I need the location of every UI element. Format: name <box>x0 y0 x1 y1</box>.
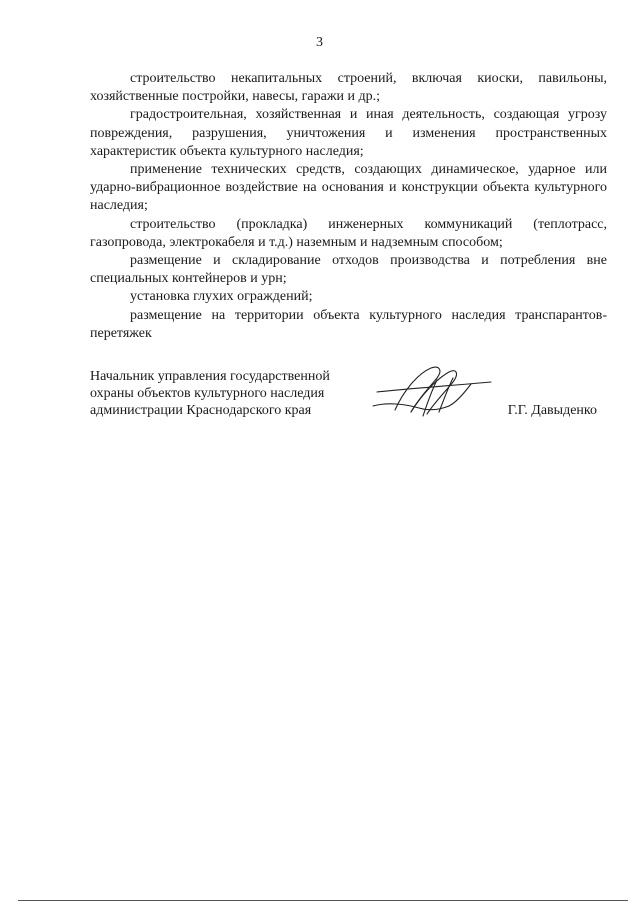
paragraph-item: размещение на территории объекта культурного наследия транспарантов-перетяжек <box>90 307 607 341</box>
paragraph-item: установка глухих ограждений; <box>130 289 313 305</box>
paragraph-item: строительство некапитальных строений, включая киоски, павильоны, хозяйственные постройки, навесы, гаражи и др.; <box>90 71 607 105</box>
paragraph-item: строительство (прокладка) инженерных коммуникаций (теплотрасс, газопровода, электрокабеля и т.д.) наземным и надземным способом; <box>90 216 607 250</box>
signature-block <box>90 368 607 428</box>
signer-name: Г.Г. Давыденко <box>507 403 597 418</box>
paragraph-item: применение технических средств, создающих динамическое, ударное или ударно-вибрационное воздействие на основания и конструкции объекта культурного наследия; <box>90 162 607 214</box>
paragraph-item: градостроительная, хозяйственная и иная деятельность, создающая угрозу повреждения, разрушения, уничтожения и изменения пространственных характеристик объекта культурного наследия; <box>90 107 607 159</box>
page-bottom-rule <box>18 900 628 901</box>
document-body <box>90 70 607 343</box>
signer-position-line: охраны объектов культурного наследия <box>90 386 325 401</box>
signer-position-line: администрации Краснодарского края <box>90 403 312 418</box>
handwritten-signature-icon <box>365 362 495 424</box>
paragraph-item: размещение и складирование отходов производства и потребления вне специальных контейнеров и урн; <box>90 253 607 287</box>
signer-position <box>90 368 380 419</box>
signer-position-line: Начальник управления государственной <box>90 369 330 384</box>
page-number: 3 <box>316 35 323 50</box>
